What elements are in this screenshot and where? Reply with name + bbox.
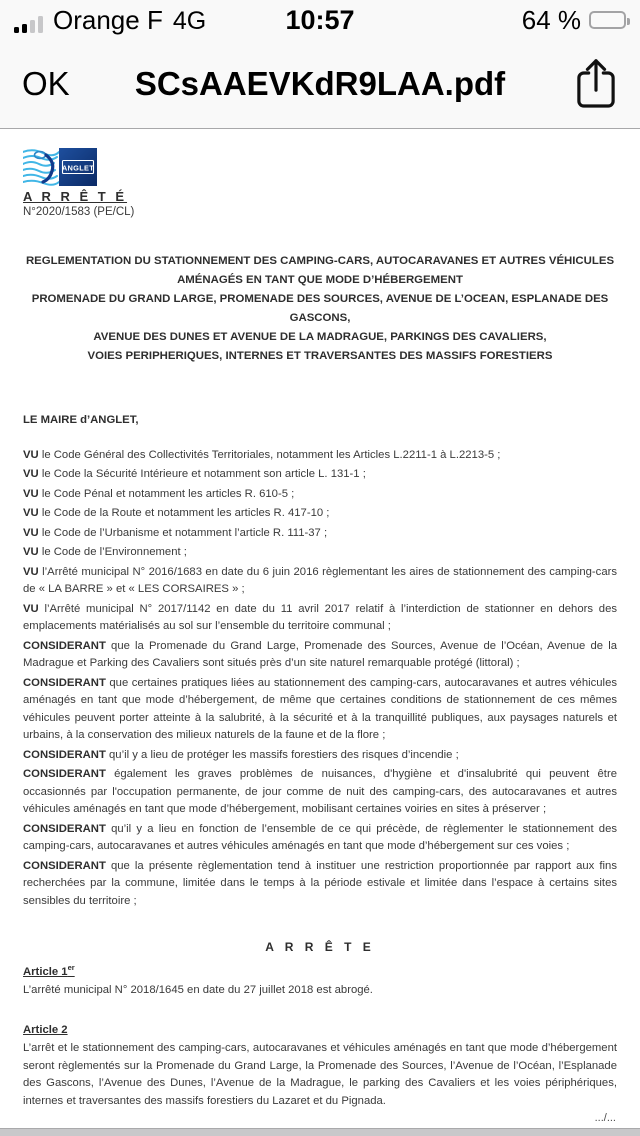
status-bar (0, 0, 640, 40)
network-type-label: 4G (172, 6, 207, 35)
article-2 (23, 1014, 617, 1110)
recital-paragraph: CONSIDERANT qu’il y a lieu en fonction de l’ensemble de ce qui précède, de règlementer le stationnement des camping-cars, autocaravanes et autres véhicules aménagés en tant que mode d’hébergement sur ces voies ; (23, 822, 618, 852)
decree-title (23, 252, 617, 366)
decision-heading: A R R Ê T E (265, 940, 375, 954)
page-separator (0, 1128, 640, 1136)
recital-paragraph: CONSIDERANT que la présente règlementation tend à instituer une restriction proportionnée par rapport aux fins recherchées par la commune, limitée dans le temps à la période estivale et limitée dans l’espace à certains sites sensibles du territoire ; (23, 859, 617, 907)
clock-label: 10:57 (285, 4, 355, 35)
decree-title-line: REGLEMENTATION DU STATIONNEMENT DES CAMPING-CARS, AUTOCARAVANES ET AUTRES VÉHICULES (25, 255, 615, 267)
continuation-mark: .../... (594, 1112, 616, 1125)
article-2-body: L’arrêt et le stationnement des camping-cars, autocaravanes et véhicules aménagés en tant que mode d’hébergement seront règlementés sur la Promenade du Grand Large, la Promenade des Sources, l’Avenue de l’Océan, l’Esplanade des Gascons, l’Avenue des Dunes, l’Avenue de la Madrague, le parking des Cavaliers et les voies périphériques, internes et traversantes des massifs forestiers du Lazaret et du Pignada. (23, 1042, 617, 1107)
anglet-city-logo (23, 148, 97, 186)
recital-paragraph: VU le Code Pénal et notamment les articles R. 610-5 ; (23, 487, 295, 500)
recital-paragraph: CONSIDERANT que la Promenade du Grand Large, Promenade des Sources, Avenue de l’Océan, Avenue de la Madrague et Parking des Cavaliers sont situés près d’un site naturel remarquable protégé (littoral) ; (23, 639, 617, 669)
logo-wordmark: ANGLET (61, 163, 95, 173)
recital-paragraph: CONSIDERANT également les graves problèmes de nuisances, d'hygiène et d'insalubrité qui peuvent être occasionnés par l'occupation permanente, de jour comme de nuit des camping-cars, des autocaravanes et autres véhicules aménagés en tant que mode d’hébergement, mobilisant certaines voiries en sites à préserver ; (23, 768, 617, 815)
article-1-heading: Article 1er (23, 963, 75, 978)
share-icon (574, 57, 618, 111)
recital-paragraph: VU l’Arrêté municipal N° 2017/1142 en date du 11 avril 2017 relatif à l’interdiction de stationner en dehors des emplacements matérialisés au sol sur l’ensemble du territoire communal ; (23, 602, 618, 632)
done-button[interactable]: OK (22, 65, 70, 102)
recitals-section (23, 447, 617, 911)
recital-paragraph: VU l’Arrêté municipal N° 2016/1683 en date du 6 juin 2016 règlementant les aires de stationnement des camping-cars de « LA BARRE » et « LES CORSAIRES » ; (23, 565, 618, 595)
battery-icon (589, 11, 626, 29)
pdf-scroll-area[interactable] (0, 129, 640, 1136)
decree-title-line: AMÉNAGÉS EN TANT QUE MODE D’HÉBERGEMENT (177, 274, 463, 286)
recital-paragraph: CONSIDERANT que certaines pratiques liées au stationnement des camping-cars, autocaravanes et autres véhicules aménagés en tant que mode d’hébergement, de même que certaines conditions de stationnement de ces mêmes véhicules peuvent porter atteinte à la salubrité, à la sécurité et à la tranquillité publiques, aux paysages naturels et urbains, à la conservation des milieux naturels de la faune et de la flore ; (23, 676, 617, 741)
status-left (14, 5, 206, 36)
recital-paragraph: VU le Code de l’Urbanisme et notamment l’article R. 111-37 ; (23, 526, 328, 539)
cell-signal-icon (14, 16, 43, 33)
decree-title-line: AVENUE DES DUNES ET AVENUE DE LA MADRAGUE, PARKINGS DES CAVALIERS, (93, 331, 547, 343)
recital-paragraph: CONSIDERANT qu’il y a lieu de protéger les massifs forestiers des risques d’incendie ; (23, 748, 459, 761)
salutation: LE MAIRE d’ANGLET, (23, 414, 139, 426)
decree-title-line: VOIES PERIPHERIQUES, INTERNES ET TRAVERSANTES DES MASSIFS FORESTIERS (87, 350, 553, 362)
decree-heading: A R R Ê T É (23, 189, 128, 204)
article-1-body: L’arrêté municipal N° 2018/1645 en date du 27 juillet 2018 est abrogé. (23, 984, 373, 997)
recital-paragraph: VU le Code de l’Environnement ; (23, 546, 187, 558)
carrier-label: Orange F (53, 4, 163, 35)
recital-paragraph: VU le Code de la Route et notamment les articles R. 417-10 ; (23, 507, 330, 519)
top-chrome (0, 0, 640, 129)
pdf-nav-bar (0, 40, 640, 128)
article-1 (23, 956, 617, 1000)
status-right (522, 5, 626, 36)
decree-title-line: PROMENADE DU GRAND LARGE, PROMENADE DES SOURCES, AVENUE DE L’OCEAN, ESPLANADE DES GASCONS, (31, 293, 609, 324)
article-2-heading: Article 2 (23, 1023, 68, 1036)
battery-percent-label: 64 % (521, 4, 581, 35)
document-filename: SCsAAEVKdR9LAA.pdf (134, 65, 506, 102)
share-button[interactable] (574, 57, 618, 111)
recital-paragraph: VU le Code Général des Collectivités Territoriales, notamment les Articles L.2211-1 à L.2213-5 ; (23, 448, 501, 461)
decree-number: N°2020/1583 (PE/CL) (23, 206, 135, 218)
recital-paragraph: VU le Code la Sécurité Intérieure et notamment son article L. 131-1 ; (23, 468, 366, 480)
pdf-page-1 (0, 129, 640, 1128)
